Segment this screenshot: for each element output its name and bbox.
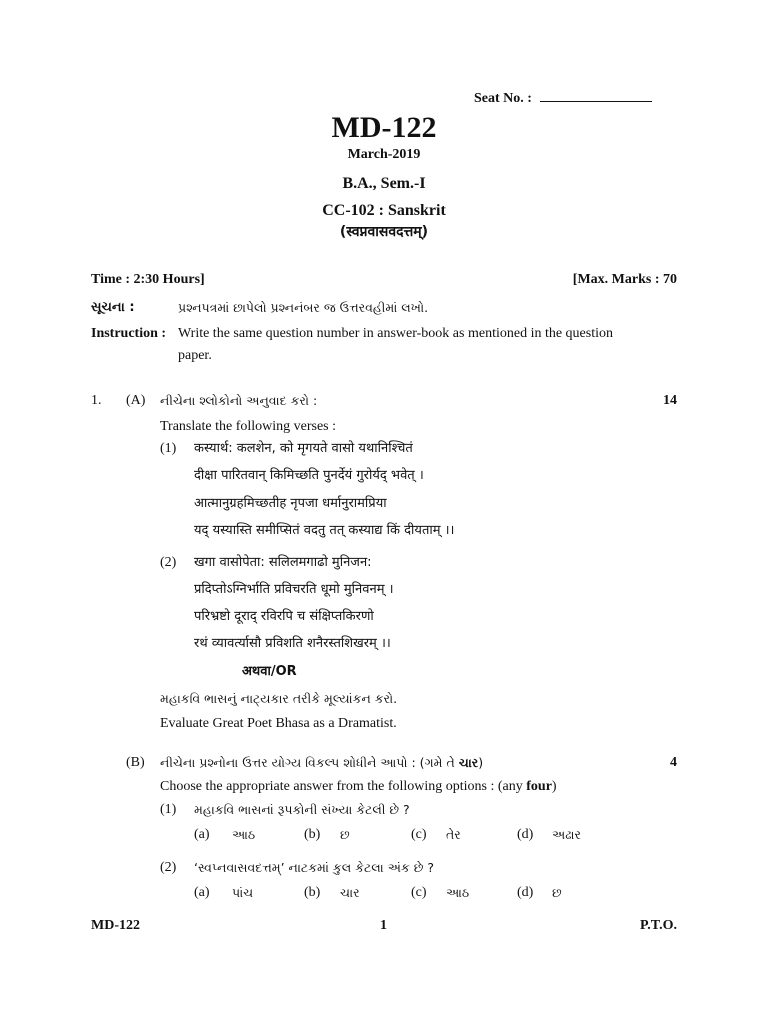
sub-1-option-c-value: તેર <box>446 827 461 842</box>
sub-1-question: મહાકવિ ભાસનાં રૂપકોની સંખ્યા કેટલી છે ? <box>194 802 410 817</box>
part-b-marks: 4 <box>670 755 677 770</box>
verse-1-line-3: आत्मानुग्रहमिच्छतीह नृपजा धर्मानुरामप्रिया <box>194 496 387 511</box>
part-a-gu: નીચેના શ્લોકોનો અનુવાદ કરો : <box>160 393 318 408</box>
exam-date: March-2019 <box>347 147 421 162</box>
sub-1-option-d-value: અઢાર <box>552 827 581 842</box>
verse-2-line-4: रथं व्यावर्त्यासौ प्रविशति शनैरस्तशिखरम् ।। <box>194 636 391 651</box>
sub-1-option-b-key: (b) <box>304 827 321 842</box>
part-b-en-close: ) <box>551 779 557 794</box>
sub-2-option-b-value: ચાર <box>340 885 360 900</box>
sub-2-option-c-key: (c) <box>411 885 427 900</box>
verse-2-label: (2) <box>160 555 177 570</box>
course-name: B.A., Sem.-I <box>342 175 426 192</box>
sub-1-option-d-key: (d) <box>517 827 534 842</box>
verse-1-line-1: कस्यार्थ: कलशेन, को मृगयते वासो यथानिश्चितं <box>194 441 413 456</box>
seat-blank-line <box>540 89 652 102</box>
part-b-gu <box>160 755 483 770</box>
part-b-gu-text: નીચેના પ્રશ્નોના ઉત્તર યોગ્ય વિકલ્પ શોધીને આપો : (ગમે તે <box>160 755 459 770</box>
part-b-en-bold: four <box>526 779 552 794</box>
or-question-gu: મહાકવિ ભાસનું નાટ્યકાર તરીકે મૂલ્યાંકન કરો. <box>160 691 398 706</box>
footer-page-number: 1 <box>380 918 387 933</box>
verse-2-line-3: परिभ्रष्टो दूराद् रविरपि च संक्षिप्तकिरणो <box>194 609 374 624</box>
sub-2-option-d-value: છ <box>552 885 562 900</box>
verse-1-line-4: यद् यस्यास्ति समीप्सितं वदतु तत् कस्याद्य किं दीयताम् ।। <box>194 523 455 538</box>
sub-2-option-a-key: (a) <box>194 885 210 900</box>
part-b-label: (B) <box>126 755 145 770</box>
verse-1-label: (1) <box>160 441 177 456</box>
part-b-gu-bold: ચાર <box>458 755 479 770</box>
part-a-en: Translate the following verses : <box>160 419 337 434</box>
sub-1-option-a-key: (a) <box>194 827 210 842</box>
question-number: 1. <box>91 393 102 408</box>
or-separator: अथवा/OR <box>242 664 297 679</box>
verse-2-line-1: खगा वासोपेता: सलिलमगाढो मुनिजन: <box>194 555 372 570</box>
instruction-en-text-1: Write the same question number in answer-book as mentioned in the question <box>178 326 613 341</box>
seat-number <box>474 89 652 108</box>
max-marks: [Max. Marks : 70 <box>572 272 677 287</box>
instruction-en-text-2: paper. <box>178 348 212 363</box>
sub-1-option-b-value: છ <box>340 827 350 842</box>
instruction-gu-label: સૂચના : <box>91 300 135 315</box>
part-b-en-text: Choose the appropriate answer from the following options : (any <box>160 779 527 794</box>
sub-1-option-c-key: (c) <box>411 827 427 842</box>
instruction-gu-text: પ્રશ્નપત્રમાં છાપેલો પ્રશ્નનંબર જ ઉત્તરવહીમાં લખો. <box>178 300 429 315</box>
sub-1-option-a-value: આઠ <box>232 827 256 842</box>
footer-code: MD-122 <box>91 918 140 933</box>
sub-2-label: (2) <box>160 860 177 875</box>
instruction-en-label: Instruction : <box>91 326 167 341</box>
part-b-gu-close: ) <box>478 755 484 770</box>
or-question-en: Evaluate Great Poet Bhasa as a Dramatist. <box>160 716 397 731</box>
sub-2-question: ‘સ્વપ્નવાસવદત્તમ્’ નાટકમાં કુલ કેટલા અંક છે ? <box>194 860 434 875</box>
paper-subtitle: (स्वप्नवासवदत्तम्) <box>339 224 429 240</box>
sub-2-option-b-key: (b) <box>304 885 321 900</box>
footer-pto: P.T.O. <box>640 918 677 933</box>
sub-2-option-c-value: આઠ <box>446 885 470 900</box>
paper-code: MD-122 <box>331 111 437 144</box>
verse-1-line-2: दीक्षा पारितवान् किमिच्छति पुनर्देयं गुरोर्यद् भवेत् । <box>194 468 424 483</box>
part-b-en <box>160 779 557 796</box>
paper-title: CC-102 : Sanskrit <box>322 202 446 219</box>
part-a-label: (A) <box>126 393 146 408</box>
verse-2-line-2: प्रदिप्तोऽग्निर्भाति प्रविचरति धूमो मुनिवनम् । <box>194 582 394 597</box>
sub-1-label: (1) <box>160 802 177 817</box>
sub-2-option-a-value: પાંચ <box>232 885 254 900</box>
seat-label: Seat No. : <box>474 91 532 106</box>
sub-2-option-d-key: (d) <box>517 885 534 900</box>
exam-time: Time : 2:30 Hours] <box>91 272 205 287</box>
part-a-marks: 14 <box>663 393 677 408</box>
